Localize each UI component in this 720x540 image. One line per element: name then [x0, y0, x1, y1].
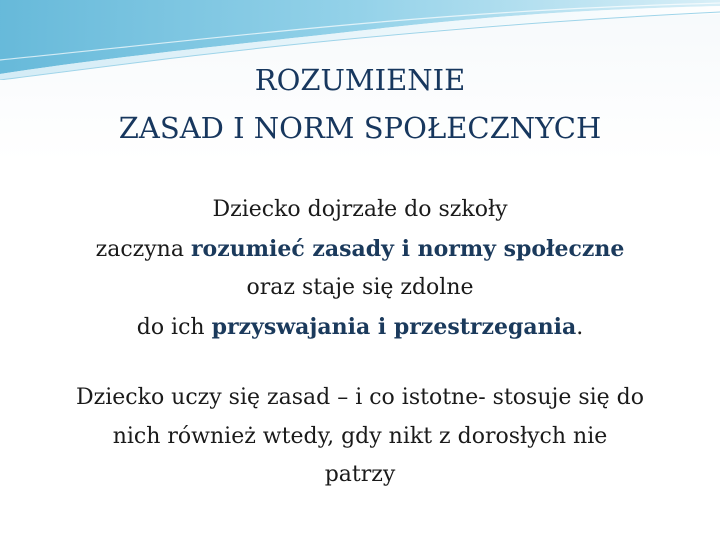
paragraph1-line-4 — [0, 308, 720, 348]
paragraph1-line-4-text: do ich — [136, 314, 212, 340]
paragraph1-emphasis-compliance: przyswajania i przestrzegania — [211, 313, 577, 340]
paragraph1-line-1: Dziecko dojrzałe do szkoły — [212, 197, 508, 222]
paragraph-child-learns-rules — [40, 379, 680, 495]
paragraph1-line-4-period: . — [576, 314, 584, 340]
paragraph1-line-2 — [0, 230, 720, 270]
paragraph1-line-2-text: zaczyna — [95, 236, 191, 262]
title-line-1: ROZUMIENIE — [254, 63, 466, 97]
paragraph1-line-3: oraz staje się zdolne — [246, 275, 474, 300]
paragraph2-line-3: patrzy — [324, 462, 396, 487]
paragraph2-line-1: Dziecko uczy się zasad – i co istotne- stosuje się do — [76, 385, 644, 410]
paragraph1-emphasis-norms: rozumieć zasady i normy społeczne — [190, 235, 625, 262]
paragraph-school-readiness — [0, 191, 720, 347]
slide-title — [0, 56, 720, 152]
title-line-2: ZASAD I NORM SPOŁECZNYCH — [118, 111, 602, 145]
paragraph2-line-2: nich również wtedy, gdy nikt z dorosłych nie — [112, 423, 608, 449]
